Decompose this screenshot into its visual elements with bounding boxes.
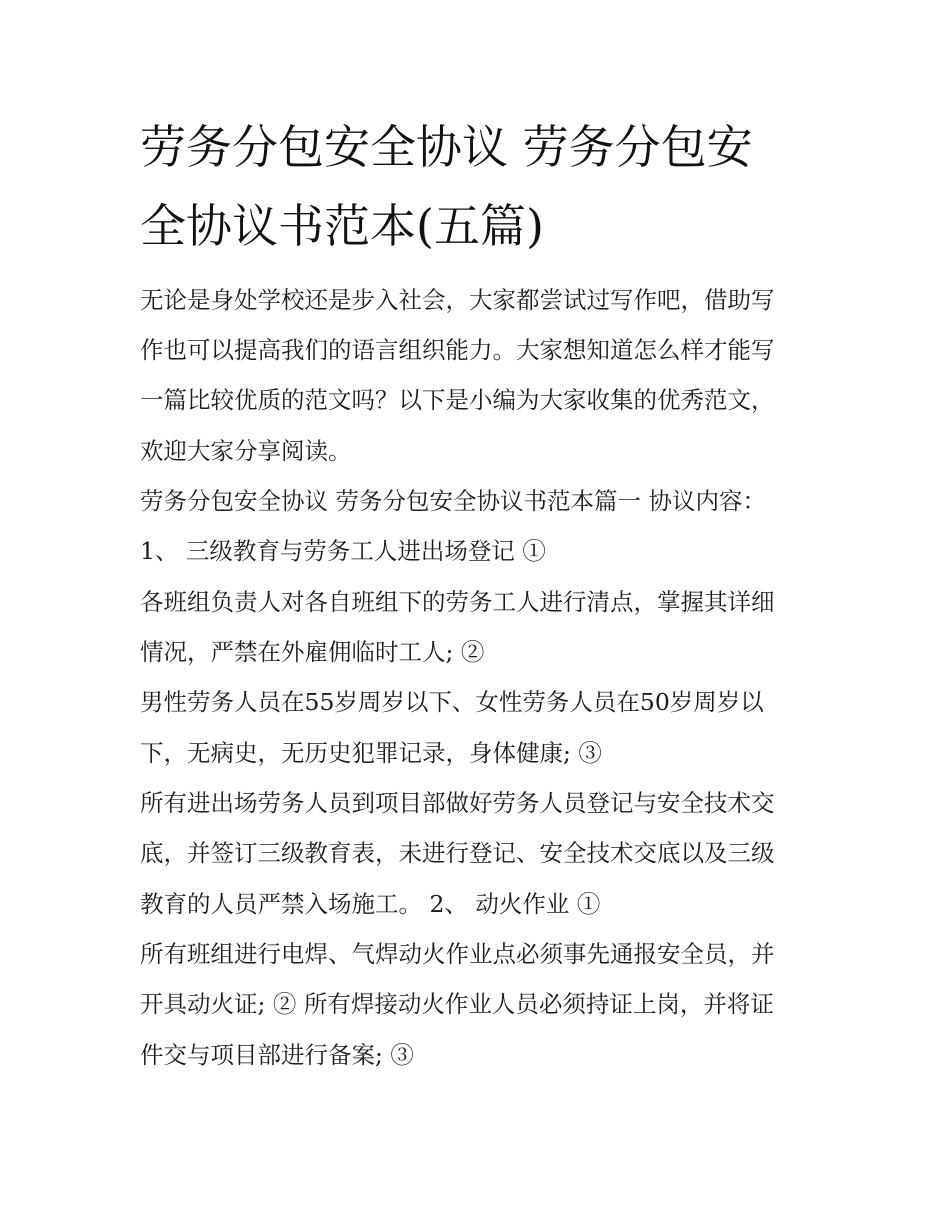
body-line: 劳务分包安全协议 劳务分包安全协议书范本篇一 协议内容： [140, 487, 766, 515]
document-title-line-2: 全协议书范本(五篇) [140, 199, 544, 253]
body-line: 底，并签订三级教育表，未进行登记、安全技术交底以及三级 [140, 839, 775, 867]
body-line: 作也可以提高我们的语言组织能力。大家想知道怎么样才能写 [140, 336, 775, 364]
body-line: 一篇比较优质的范文吗？以下是小编为大家收集的优秀范文， [140, 386, 775, 414]
body-line: 各班组负责人对各自班组下的劳务工人进行清点，掌握其详细 [140, 588, 775, 616]
body-line: 1、 三级教育与劳务工人进出场登记 ① [140, 537, 546, 565]
body-line: 所有班组进行电焊、气焊动火作业点必须事先通报安全员，并 [140, 940, 775, 968]
body-line: 欢迎大家分享阅读。 [140, 437, 352, 465]
body-line: 件交与项目部进行备案; ③ [140, 1041, 414, 1069]
body-line: 开具动火证; ② 所有焊接动火作业人员必须持证上岗，并将证 [140, 990, 774, 1018]
body-line: 下，无病史，无历史犯罪记录，身体健康; ③ [140, 739, 602, 767]
document-title-line-1: 劳务分包安全协议 劳务分包安 [140, 120, 753, 174]
body-line: 所有进出场劳务人员到项目部做好劳务人员登记与安全技术交 [140, 789, 775, 817]
body-line: 教育的人员严禁入场施工。 2、 动火作业 ① [140, 890, 601, 918]
body-line: 情况，严禁在外雇佣临时工人; ② [140, 638, 485, 666]
body-line: 无论是身处学校还是步入社会，大家都尝试过写作吧，借助写 [140, 286, 775, 314]
body-line: 男性劳务人员在55岁周岁以下、女性劳务人员在50岁周岁以 [140, 688, 764, 716]
